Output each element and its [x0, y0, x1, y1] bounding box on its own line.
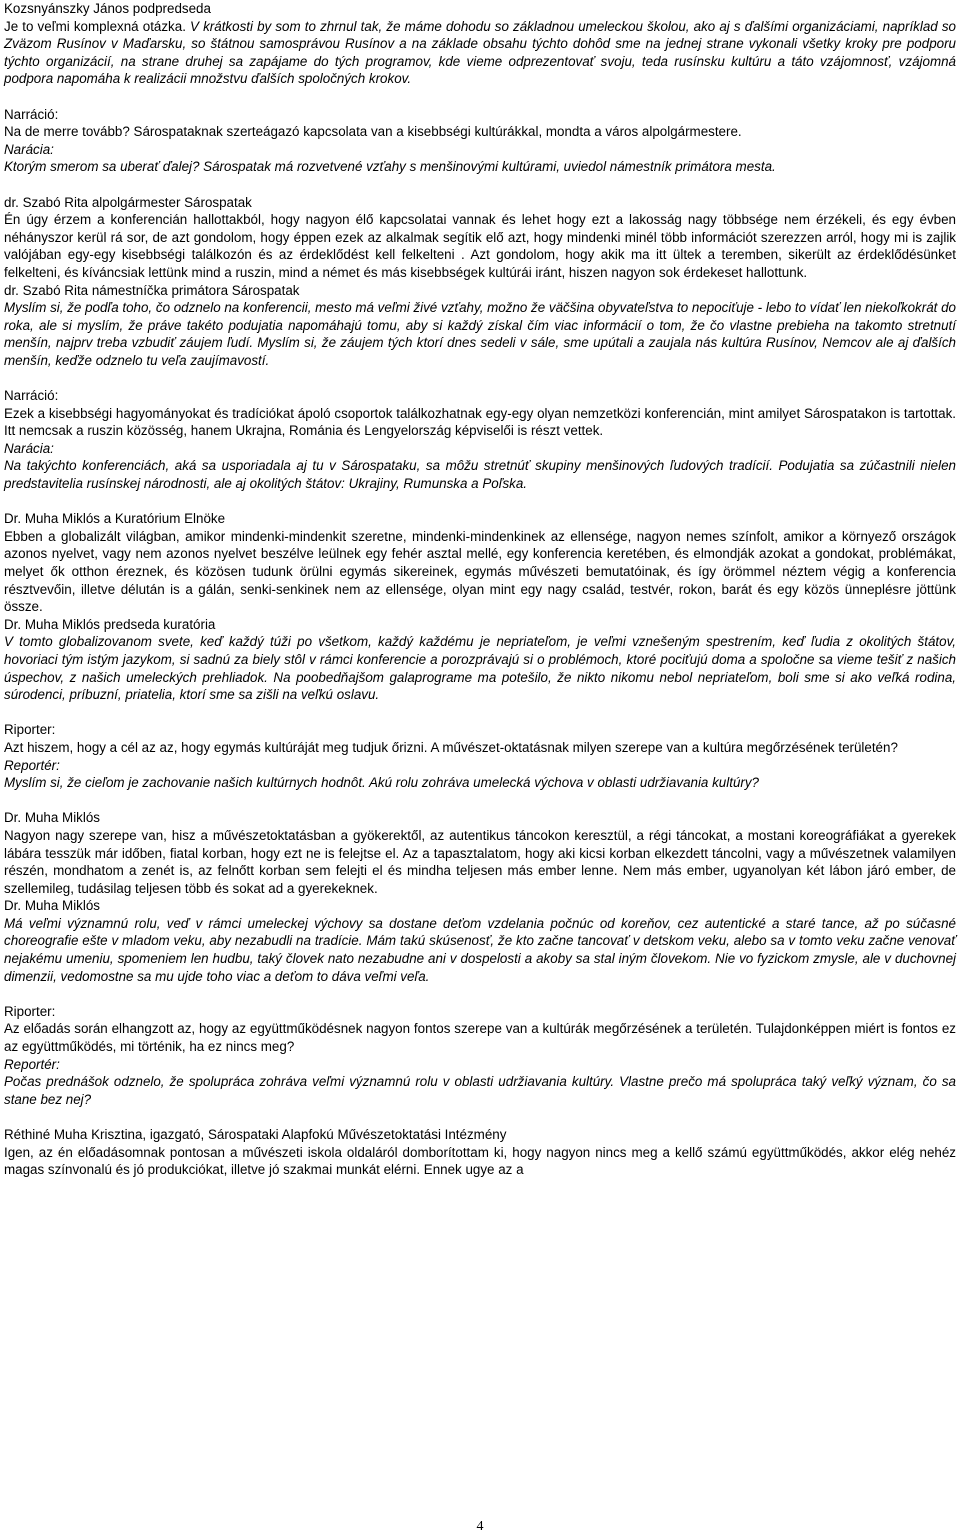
- paragraph-text: Ebben a globalizált világban, amikor mindenki-mindenkit szeretne, mindenki-mindenkinek az ellensége, nagyon nemes színfolt, amikor a környező országok azonos nyelvet, vagy nem azonos nyelvet beszélve leülnek egy fehér asztal mellé, egy konferencia keretében, és elmondják azokat a gondokat, problémákat, melyet ők otthon éreznek, és közösen tudunk örülni egymás sikereinek, egymás művészeti bemutatóinak, és így örömmel néztem végig a konferencia résztvevőin, illetve délután is a gálán, senki-senkinek nem az ellensége, olyan mint egy nagy család, testvér, rokon, barát és egy közös ünneplésre jöttünk össze.: [4, 528, 956, 615]
- paragraph-text: Riporter:: [4, 1003, 56, 1019]
- paragraph-text: Az előadás során elhangzott az, hogy az együttműködésnek nagyon fontos szerepe van a kultúrák megőrzésének a területén. Tulajdonképpen miért is fontos ez az együttműködés, mi történik, ha ez nincs meg?: [4, 1021, 956, 1055]
- paragraph-text: Réthiné Muha Krisztina, igazgató, Sárospataki Alapfokú Művészetoktatási Intézmény: [4, 1127, 507, 1142]
- paragraph-text: V tomto globalizovanom svete, keď každý túži po všetkom, každý každému je nepriateľom, je veľmi vznešeným spestrením, keď ľudia z okolitých štátov, hovoriaci tým istým jazykom, si sadnú za biely stôl v rámci konferencie a porozprávajú si o problémoch, ktoré pociťujú doma a spoločne sa vieme tešiť z našich úspechov, z našich umeleckých prehliadok. Na poobedňajšom galaprograme ma potešilo, že nikto nikomu nebol nepriateľom, boli sme si ako veľká rodina, súrodenci, príbuzní, priatelia, ktorí sme sa zišli na veľkú oslavu.: [4, 634, 956, 703]
- paragraph-text: Narácia:: [4, 141, 54, 157]
- paragraph-spacer: [4, 176, 956, 194]
- paragraph: [4, 282, 956, 300]
- paragraph: [4, 387, 956, 405]
- paragraph-spacer: [4, 88, 956, 106]
- paragraph-text: Narráció:: [4, 106, 59, 122]
- paragraph: [4, 141, 956, 159]
- paragraph-text: Ezek a kisebbségi hagyományokat és tradíciókat ápoló csoportok találkozhatnak egy-egy olyan nemzetközi konferencián, mint amilyet Sárospatakon is tartottak. Itt nemcsak a ruszin közösség, hanem Ukrajna, Románia és Lengyelország képviselői is részt vettek.: [4, 405, 956, 439]
- paragraph-spacer: [4, 792, 956, 810]
- paragraph: [4, 809, 956, 827]
- paragraph: [4, 405, 956, 440]
- paragraph-text: dr. Szabó Rita námestníčka primátora Sárospatak: [4, 282, 300, 298]
- paragraph-text: Dr. Muha Miklós a Kuratórium Elnöke: [4, 511, 226, 527]
- paragraph: [4, 616, 956, 634]
- paragraph: [4, 18, 956, 88]
- paragraph-spacer: [4, 369, 956, 387]
- paragraph: [4, 194, 956, 212]
- paragraph-text: Igen, az én előadásomnak pontosan a művészeti iskola oldaláról domborítottam ki, hogy nagyon nincs meg a kellő számú együttműködés, akkor elég nehéz magas színvonalú és jó produkciókat, illetve jó szakmai munkát elérni. Ennek ugye az a: [4, 1144, 956, 1178]
- paragraph-text: Na takýchto konferenciách, aká sa usporiadala aj tu v Sárospataku, sa môžu stretnúť skupiny menšinových ľudových tradícií. Podujatia sa zúčastnili nielen predstavitelia rusínskej národnosti, ale aj okolitých štátov: Ukrajiny, Rumunska a Poľska.: [4, 458, 956, 492]
- paragraph: [4, 739, 956, 757]
- paragraph-text: Myslím si, že podľa toho, čo odznelo na konferencii, mesto má veľmi živé vzťahy, možno že väčšina obyvateľstva to nepociťuje - lebo to vídať len niekoľkokrát do roka, ale si myslím, že práve takéto podujatia napomáhajú tomu, aby si každý získal čím viac informácií o tom, že čo vlastne prebieha na takomto stretnutí menšín, najprv treba vzbudiť záujem ľudí. Myslím si, že záujem tých ktorí dnes sedeli v sále, sme upútali a zaujala nás kultúra Rusínov, Nemcov ale aj ďalších menšín, keďže odznelo tu veľa zaujímavostí.: [4, 300, 956, 368]
- paragraph-text: Riporter:: [4, 722, 56, 738]
- paragraph: [4, 721, 956, 739]
- paragraph-text: Myslím si, že cieľom je zachovanie našich kultúrnych hodnôt. Akú rolu zohráva umelecká výchova v oblasti udržiavania kultúry?: [4, 775, 759, 791]
- paragraph: [4, 299, 956, 369]
- paragraph-text: Reportér:: [4, 1056, 60, 1072]
- paragraph: [4, 106, 956, 124]
- paragraph-text: Počas prednášok odznelo, že spolupráca zohráva veľmi významnú rolu v oblasti udržiavania kultúry. Vlastne prečo má spolupráca taký veľký význam, čo sa stane bez nej?: [4, 1074, 956, 1107]
- paragraph: [4, 827, 956, 897]
- paragraph-spacer: [4, 493, 956, 511]
- paragraph: [4, 211, 956, 281]
- paragraph-text: Azt hiszem, hogy a cél az az, hogy egymás kultúráját meg tudjuk őrizni. A művészet-oktatásnak milyen szerepe van a kultúra megőrzésének területén?: [4, 739, 898, 755]
- page-number: 4: [476, 1519, 484, 1534]
- paragraph-spacer: [4, 985, 956, 1003]
- paragraph: [4, 123, 956, 141]
- paragraph-text: dr. Szabó Rita alpolgármester Sárospatak: [4, 194, 252, 210]
- paragraph-text: Má veľmi významnú rolu, veď v rámci umeleckej výchovy sa dostane deťom vzdelania počnúc od koreňov, cez autentické a staré tance, až po súčasné choreografie ešte v mladom veku, aby nezabudli na tradície. Mám takú skúsenosť, že kto začne tancovať v detskom veku, alebo sa v tomto veku začne venovať nejakému umeniu, spomeniem len hudbu, taký človek nato nezabudne ani v dospelosti a akoby sa stal iným človekom. Nie vo fyzickom zmysle, ale v duchovnej dimenzii, vedomostne sa mu ujde toho viac a deťom to dáva veľmi veľa.: [4, 915, 956, 984]
- paragraph-text: Én úgy érzem a konferencián hallottakból, hogy nagyon élő kapcsolatai vannak és lehet hogy ezt a lakosság nagy többsége nem érzékeli, és egy évben néhányszor kerül rá sor, de azt gondolom, hogy éppen ezek az alkalmak segítik elő azt, hogy mindenki minél több információt szerezzen arról, hogy mi is zajlik valójában egy-egy kisebbségi találkozón és az érdeklődést kell felkelteni . Azt gondolom, hogy akik ma itt ültek a teremben, sikerült az érdeklődésünket felkelteni, és kíváncsiak lettünk mind a ruszin, mind a német és más kisebbségek kultúrái iránt, hiszen nagyon sok érdekeset hallottunk.: [4, 212, 956, 280]
- paragraph: [4, 1126, 956, 1144]
- paragraph: [4, 633, 956, 703]
- paragraph: [4, 0, 956, 18]
- paragraph: [4, 510, 956, 528]
- paragraph-spacer: [4, 704, 956, 722]
- paragraph-text: Na de merre tovább? Sárospataknak szerteágazó kapcsolata van a kisebbségi kultúrákkal, mondta a város alpolgármestere.: [4, 124, 742, 140]
- paragraph-text: Reportér:: [4, 757, 60, 773]
- paragraph: [4, 1073, 956, 1108]
- paragraph: [4, 1144, 956, 1179]
- paragraph-text: Dr. Muha Miklós predseda kuratória: [4, 616, 216, 632]
- paragraph: [4, 1020, 956, 1055]
- paragraph: [4, 897, 956, 915]
- paragraph: [4, 528, 956, 616]
- paragraph-text: Narráció:: [4, 388, 59, 404]
- paragraph-spacer: [4, 1108, 956, 1126]
- document-body: [4, 0, 956, 1179]
- paragraph-text: Kozsnyánszky János podpredseda: [4, 1, 211, 16]
- paragraph-text: Ktorým smerom sa uberať ďalej? Sárospatak má rozvetvené vzťahy s menšinovými kultúrami, uviedol námestník primátora mesta.: [4, 159, 776, 175]
- paragraph-text: Narácia:: [4, 440, 54, 456]
- paragraph-text: Nagyon nagy szerepe van, hisz a művészetoktatásban a gyökerektől, az autentikus táncokon keresztül, a régi táncokat, a mostani koreográfiákat a gyerekek lábára tesszük már időben, fiatal korban, hogy ezt ne is felejtse el. Az a tapasztalatom, hogy aki kicsi korban elkezdett táncolni, vagy a művészetnek valamilyen részén, mondhatom a zenét is, az felnőtt korban sem felejti el és mindha teljesen más ember lenne. Nem más ember, ugyanolyan két lábon járó ember, de szellemileg, tudásilag teljesen több és sokat ad a gyerekeknek.: [4, 827, 956, 896]
- paragraph: [4, 1003, 956, 1021]
- paragraph: [4, 774, 956, 792]
- paragraph: [4, 440, 956, 458]
- paragraph-text-italic: V krátkosti by som to zhrnul tak, že máme dohodu so základnou umeleckou školou, ako aj s ďalšími organizáciami, napríklad so Zväzom Rusínov v Maďarsku, so štátnou samosprávou Rusínov a na základe obsahu týchto dohôd sme na jednej strane vykonali všetky kroky pre podporu týchto organizácií, na strane druhej sa zapájame do tých programov, kde vieme odprezentovať svoju, teda rusínsku kultúru a táto vzájomnosť, vzájomná podpora napomáha k realizácii množstvu ďalších spoločných krokov.: [4, 18, 956, 87]
- paragraph: [4, 457, 956, 492]
- paragraph: [4, 757, 956, 775]
- paragraph-text: Dr. Muha Miklós: [4, 898, 100, 914]
- paragraph: [4, 1056, 956, 1074]
- paragraph-text: Je to veľmi komplexná otázka.: [4, 18, 186, 34]
- paragraph: [4, 158, 956, 176]
- paragraph: [4, 915, 956, 985]
- paragraph-text: Dr. Muha Miklós: [4, 810, 100, 826]
